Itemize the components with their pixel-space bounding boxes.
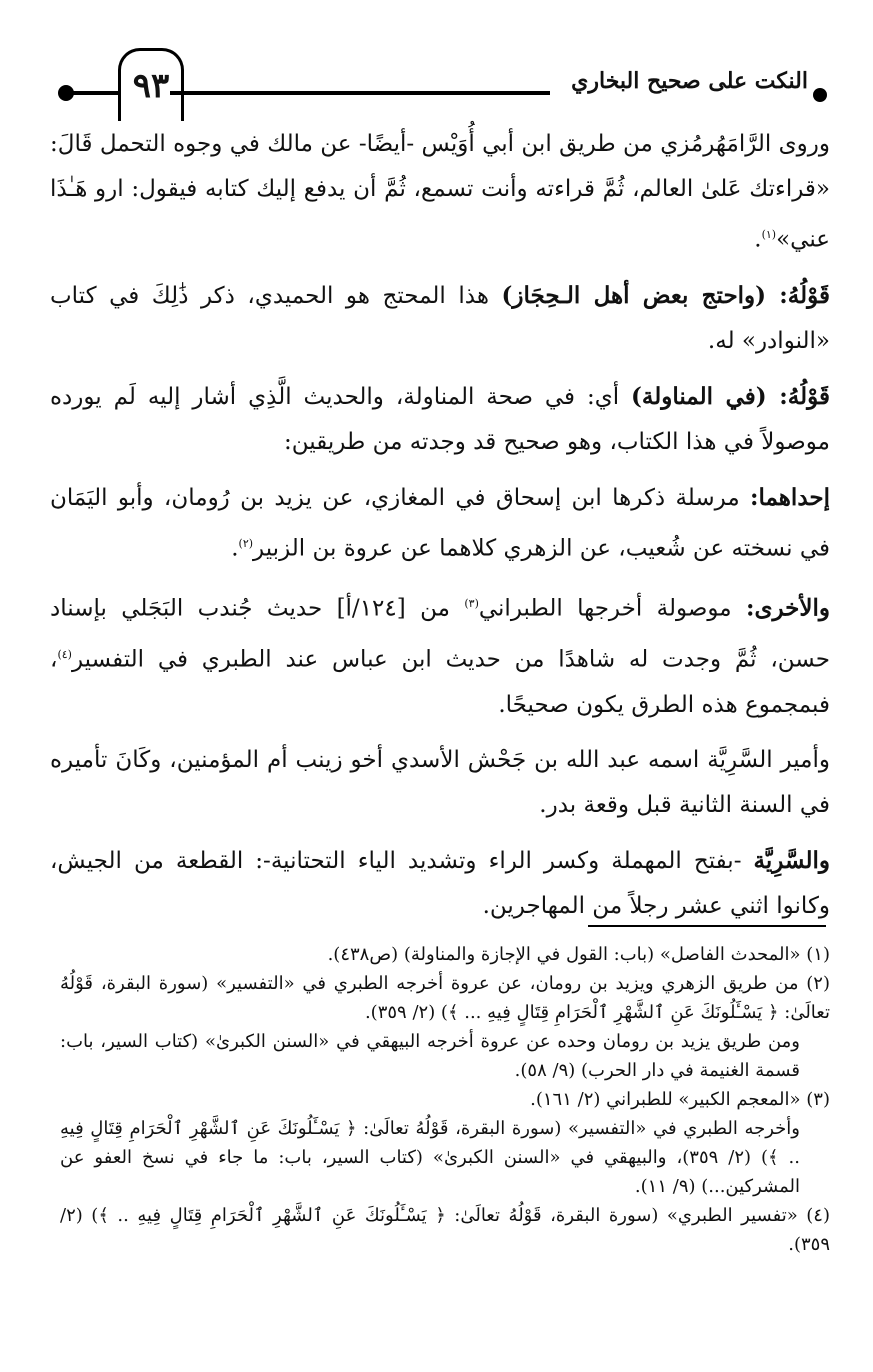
footnote-2: (٢) من طريق الزهري ويزيد بن رومان، عن عروة أخرجه الطبري في «التفسير» (سورة البقرة، قَوْلُهُ تعالَىٰ: ﴿ يَسْـَٔلُونَكَ عَنِ ٱلشَّهْرِ ٱلْحَرَامِ قِتَالٍ فِيهِ ... ﴾) (٢/ ٣٥٩). <box>60 973 830 1023</box>
text: وروى الرَّامَهُرمُزي من طريق ابن أبي أُوَيْس -أيضًا- عن مالك في وجوه التحمل قَالَ: <box>50 131 830 157</box>
page-number: ٩٣ <box>132 66 170 106</box>
text: -بفتح المهملة وكسر الراء وتشديد الياء التحتانية-: القطعة من الجيش، وكانوا اثني عشر رجلاً من المهاجرين. <box>50 847 830 919</box>
running-title: النكت على صحيح البخاري <box>571 68 808 94</box>
footnote-2-continued: ومن طريق يزيد بن رومان وحده عن عروة أخرجه البيهقي في «السنن الكبرىٰ» (كتاب السير، باب: قسمة الغنيمة في دار الحرب) (٩/ ٥٨). <box>60 1031 800 1081</box>
footnote-separator <box>588 925 826 927</box>
text: . <box>231 535 239 562</box>
paragraph-2 <box>50 273 830 364</box>
paragraph-7 <box>50 838 830 929</box>
text: موصولة أخرجها الطبراني <box>478 595 746 622</box>
text: «قراءتك عَلىٰ العالم، ثُمَّ قراءته وأنت تسمع، ثُمَّ أن يدفع إليك كتابه فيقول: ارو هَـٰذَا عني» <box>50 176 830 253</box>
paragraph-3 <box>50 374 830 465</box>
footnote-1: (١) «المحدث الفاصل» (باب: القول في الإجازة والمناولة) (ص٤٣٨). <box>327 944 830 965</box>
footnote-ref: (٣) <box>464 597 479 611</box>
footnote-3: (٣) «المعجم الكبير» للطبراني (٢/ ١٦١). <box>530 1089 830 1110</box>
page-header <box>38 40 838 125</box>
text: . <box>754 226 762 253</box>
footnotes <box>60 940 830 1259</box>
footnote-4: (٤) «تفسير الطبري» (سورة البقرة، قَوْلُهُ تعالَىٰ: ﴿ يَسْـَٔلُونَكَ عَنِ ٱلشَّهْرِ ٱلْحَرَامِ قِتَالٍ فِيهِ .. ﴾) (٢/ ٣٥٩). <box>60 1205 830 1255</box>
lemma: والسَّرِيَّة <box>753 846 830 874</box>
footnote-3-continued: وأخرجه الطبري في «التفسير» (سورة البقرة، قَوْلُهُ تعالَىٰ: ﴿ يَسْـَٔلُونَكَ عَنِ ٱلشَّهْرِ ٱلْحَرَامِ قِتَالٍ فِيهِ .. ﴾) (٢/ ٣٥٩)، والبيهقي في «السنن الكبرىٰ» (كتاب السير، باب: ما جاء في نسخ العفو عن المشركين...) (٩/ ١١). <box>60 1118 800 1197</box>
footnote-ref: (٤) <box>57 647 72 661</box>
lemma: قَوْلُهُ: (واحتج بعض أهل الـحِجَاز) <box>501 281 830 309</box>
footnote-ref: (١) <box>761 228 777 241</box>
paragraph-6 <box>50 738 830 828</box>
text: ، فبمجموع هذه الطرق يكون صحيحًا. <box>50 646 830 718</box>
header-right-dot <box>813 88 827 102</box>
header-rule-left <box>72 91 122 95</box>
text: من [١٢٤/أ] حديث جُندب البَجَلي بإسناد حسن، ثُمَّ وجدت له شاهدًا من حديث ابن عباس عند الطبري في التفسير <box>50 595 830 673</box>
paragraph-5 <box>50 581 830 727</box>
lemma: والأخرى: <box>745 594 830 622</box>
main-text <box>50 122 830 929</box>
text: أي: في صحة المناولة، والحديث الَّذِي أشار إليه لَم يورده موصولاً في هذا الكتاب، وهو صحيح قد وجدته من طريقين: <box>50 383 830 455</box>
paragraph-4 <box>50 475 830 572</box>
paragraph-1 <box>50 122 830 263</box>
footnote-ref: (٢) <box>238 536 254 550</box>
text: وأمير السَّرِيَّة اسمه عبد الله بن جَحْش الأسدي أخو زينب أم المؤمنين، وكَانَ تأميره في السنة الثانية قبل وقعة بدر. <box>50 746 830 818</box>
text: مرسلة ذكرها ابن إسحاق في المغازي، عن يزيد بن رُومان، وأبو اليَمَان في نسخته عن شُعيب، عن الزهري كلاهما عن عروة بن الزبير <box>50 484 830 562</box>
lemma: إحداهما: <box>750 483 830 511</box>
header-rule <box>170 91 550 95</box>
page-number-frame <box>118 48 184 121</box>
text: هذا المحتج هو الحميدي، ذكر ذَٰلِكَ في كتاب «النوادر» له. <box>50 282 830 354</box>
lemma: قَوْلُهُ: (في المناولة) <box>631 382 830 410</box>
